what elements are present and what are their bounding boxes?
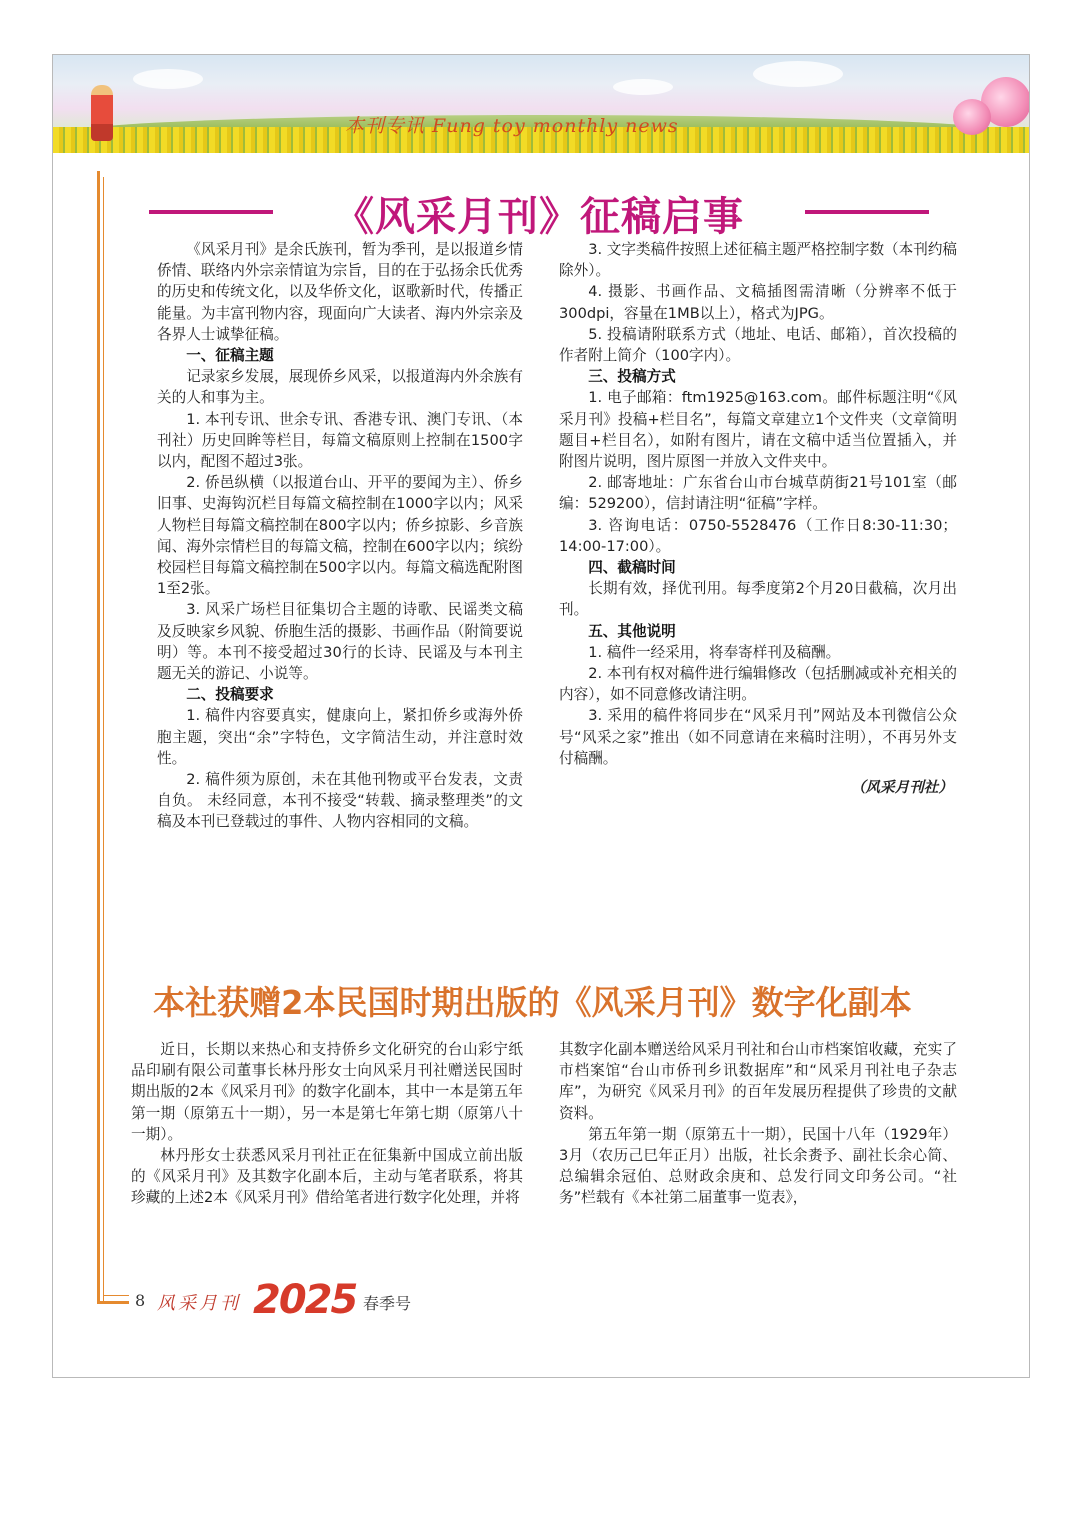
- paragraph: 1. 本刊专讯、世余专讯、香港专讯、澳门专讯、（本刊社）历史回眸等栏目，每篇文稿原则上控制在1500字以内，配图不超过3张。: [157, 410, 523, 471]
- signature: （风采月刊社）: [850, 779, 953, 797]
- paragraph: 林丹彤女士获悉风采月刊社正在征集新中国成立前出版的《风采月刊》及其数字化副本后，主动与笔者联系，将其珍藏的上述2本《风采月刊》借给笔者进行数字化处理，并将: [131, 1147, 523, 1207]
- paragraph: 1. 稿件内容要真实，健康向上，紧扣侨乡或海外侨胞主题，突出“余”字特色，文字简洁生动，并注意时效性。: [157, 707, 523, 767]
- paragraph: 其数字化副本赠送给风采月刊社和台山市档案馆收藏，充实了市档案馆“台山市侨刊乡讯数据库”和“风采月刊社电子杂志库”，为研究《风采月刊》的百年发展历程提供了珍贵的文献资料。: [559, 1041, 957, 1122]
- section-heading: 一、征稿主题: [186, 347, 274, 365]
- paragraph: 2. 本刊有权对稿件进行编辑修改（包括删减或补充相关的内容），如不同意修改请注明。: [559, 665, 958, 704]
- paragraph: 3. 文字类稿件按照上述征稿主题严格控制字数（本刊约稿除外）。: [559, 241, 958, 280]
- article1-title: 《风采月刊》征稿启事: [334, 194, 744, 240]
- section-heading: 四、截稿时间: [588, 559, 676, 577]
- frame-line-decoration: [97, 1301, 129, 1304]
- paragraph: 1. 稿件一经采用，将奉寄样刊及稿酬。: [588, 643, 841, 661]
- header-banner: [53, 55, 1029, 153]
- heading-bar-right: [805, 210, 929, 214]
- blossom-tree-image: [953, 99, 991, 135]
- paragraph: 《风采月刊》是余氏族刊，暂为季刊，是以报道乡情侨情、联络内外宗亲情谊为宗旨，目的在于弘扬余氏优秀的历史和传统文化，以及华侨文化，讴歌新时代，传播正能量。为丰富刊物内容，现面向广大读者、海内外宗亲及各界人士诚挚征稿。: [157, 241, 523, 343]
- section-heading: 三、投稿方式: [588, 368, 676, 386]
- section-heading: 二、投稿要求: [186, 686, 274, 704]
- paragraph: 3. 采用的稿件将同步在“风采月刊”网站及本刊微信公众号“风采之家”推出（如不同意请在来稿时注明），不再另外支付稿酬。: [559, 707, 957, 767]
- article1-left-column: [157, 239, 523, 833]
- article2-title: 本社获赠2本民国时期出版的《风采月刊》数字化副本: [153, 983, 912, 1022]
- paragraph: 长期有效，择优刊用。每季度第2个月20日截稿，次月出刊。: [559, 580, 957, 619]
- cloud-decoration: [753, 61, 843, 87]
- magazine-page: [52, 54, 1030, 1378]
- heading-bar-left: [149, 210, 273, 214]
- paragraph: 2. 邮寄地址：广东省台山市台城草荫街21号101室（邮编：529200），信封请注明“征稿”字样。: [559, 474, 957, 513]
- paragraph: 3. 咨询电话：0750-5528476（工作日8:30-11:30；14:00-17:00）。: [559, 516, 957, 555]
- banner-title: 本刊专讯 Fung toy monthly news: [345, 115, 679, 137]
- paragraph: 5. 投稿请附联系方式（地址、电话、邮箱），首次投稿的作者附上简介（100字内）。: [559, 325, 957, 365]
- paragraph: 3. 风采广场栏目征集切合主题的诗歌、民谣类文稿及反映家乡风貌、侨胞生活的摄影、书画作品（附简要说明）等。本刊不接受超过30行的长诗、民谣及与本刊主题无关的游记、小说等。: [157, 601, 523, 683]
- footer-year: 2025: [253, 1277, 357, 1323]
- page-number: 8: [135, 1291, 146, 1310]
- paragraph: 1. 电子邮箱：ftm1925@163.com。邮件标题注明“《风采月刊》投稿+栏目名”，每篇文章建立1个文件夹（文章简明题目+栏目名），如附有图片，请在文稿中适当位置插入，并附图片说明，图片原图一并放入文件夹中。: [559, 389, 957, 471]
- paragraph: 近日，长期以来热心和支持侨乡文化研究的台山彩宁纸品印刷有限公司董事长林丹彤女士向风采月刊社赠送民国时期出版的2本《风采月刊》的数字化副本，其中一本是第五年第一期（原第五十一期），另一本是第七年第七期（原第八十一期）。: [131, 1041, 523, 1143]
- article2-left-column: [131, 1039, 523, 1209]
- frame-line-decoration: [97, 171, 100, 1303]
- article2-right-column: [559, 1039, 957, 1209]
- girl-figure-image: [91, 85, 113, 141]
- footer-magazine-name: 风采月刊: [157, 1293, 241, 1314]
- paragraph: 第五年第一期（原第五十一期），民国十八年（1929年）3月（农历己巳年正月）出版，社长余赉予、副社长余心简、总编辑余冠伯、总财政余庚和、总发行同文印务公司。“社务”栏载有《本社第二届董事一览表》，: [559, 1125, 957, 1207]
- paragraph: 记录家乡发展，展现侨乡风采，以报道海内外余族有关的人和事为主。: [157, 368, 523, 407]
- paragraph: 2. 稿件须为原创，未在其他刊物或平台发表，文责自负。 未经同意，本刊不接受“转载、摘录整理类”的文稿及本刊已登载过的事件、人物内容相同的文稿。: [157, 771, 523, 831]
- article1-right-column: [559, 239, 957, 798]
- footer-season: 春季号: [363, 1294, 412, 1313]
- section-heading: 五、其他说明: [588, 622, 676, 640]
- frame-line-decoration: [103, 177, 104, 1303]
- paragraph: 4. 摄影、书画作品、文稿插图需清晰（分辨率不低于300dpi，容量在1MB以上），格式为JPG。: [559, 283, 957, 322]
- cloud-decoration: [613, 79, 673, 95]
- article1-heading: [149, 185, 929, 240]
- cloud-decoration: [133, 69, 203, 89]
- paragraph: 2. 侨邑纵横（以报道台山、开平的要闻为主）、侨乡旧事、史海钩沉栏目每篇文稿控制在1000字以内；风采人物栏目每篇文稿控制在800字以内；侨乡掠影、乡音族闻、海外宗情栏目的每篇文稿，控制在600字以内；缤纷校园栏目每篇文稿控制在500字以内。每篇文稿选配附图1至2张。: [157, 474, 523, 598]
- frame-line-decoration: [103, 1295, 129, 1296]
